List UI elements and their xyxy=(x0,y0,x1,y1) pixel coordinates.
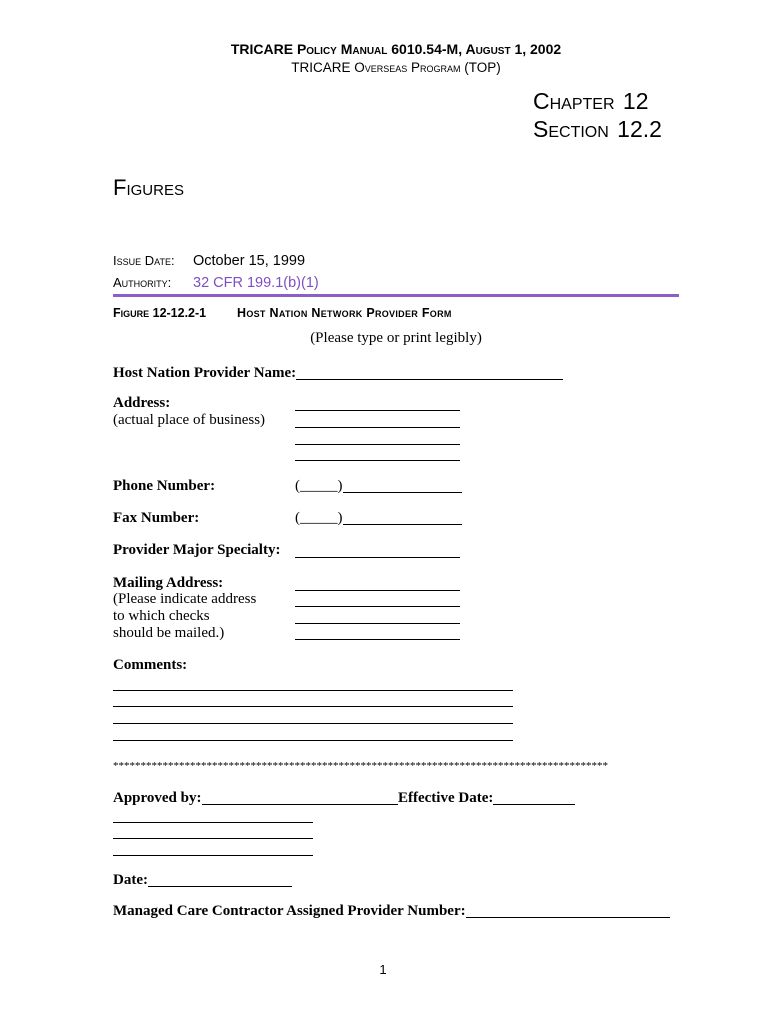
address-note: (actual place of business) xyxy=(113,412,266,428)
page-title: Figures xyxy=(113,175,184,200)
issue-date-row xyxy=(113,251,305,271)
fax-number-blank xyxy=(343,510,463,525)
mailing-blank-line xyxy=(295,639,460,640)
mailing-note-line: should be mailed.) xyxy=(113,625,225,641)
mailing-blank-line xyxy=(295,590,460,591)
phone-blank xyxy=(295,478,462,495)
program-header: TRICARE Overseas Program (TOP) xyxy=(291,60,501,75)
page-number: 1 xyxy=(379,962,387,977)
comments-blank-line xyxy=(113,723,513,724)
comments-blank-line xyxy=(113,690,513,691)
mailing-blank-line xyxy=(295,606,460,607)
approved-by-label: Approved by: xyxy=(113,790,202,806)
phone-number-blank xyxy=(343,478,463,493)
signature-blank-line xyxy=(113,838,313,839)
provider-name-label: Host Nation Provider Name: xyxy=(113,365,297,381)
figure-number: Figure 12-12.2-1 xyxy=(113,306,207,320)
fax-area-code-blank: (_____) xyxy=(295,510,343,526)
issue-date-label: Issue Date: xyxy=(113,253,175,268)
header-divider xyxy=(113,294,679,297)
address-blank-line xyxy=(295,427,460,428)
asterisk-separator: ****************************************************************************************** xyxy=(113,760,608,772)
authority-row xyxy=(113,273,319,293)
signature-blank-line xyxy=(113,855,313,856)
mailing-blank-line xyxy=(295,623,460,624)
authority-link[interactable]: 32 CFR 199.1(b)(1) xyxy=(193,275,319,291)
effective-date-label: Effective Date: xyxy=(398,790,494,806)
section-label: Section 12.2 xyxy=(533,116,662,142)
provider-name-row xyxy=(113,365,563,382)
issue-date-value: October 15, 1999 xyxy=(193,253,306,269)
effective-date-row xyxy=(398,790,575,807)
phone-label: Phone Number: xyxy=(113,478,216,494)
effective-date-blank xyxy=(493,790,575,805)
date-row xyxy=(113,872,292,889)
authority-label: Authority: xyxy=(113,275,172,290)
form-instruction: (Please type or print legibly) xyxy=(310,330,482,346)
manual-header: TRICARE Policy Manual 6010.54-M, August 1, 2002 xyxy=(230,41,562,57)
fax-blank xyxy=(295,510,462,527)
specialty-label: Provider Major Specialty: xyxy=(113,542,281,558)
chapter-label: Chapter 12 xyxy=(533,88,649,114)
comments-blank-line xyxy=(113,706,513,707)
mailing-note-line: to which checks xyxy=(113,608,210,624)
provider-number-row xyxy=(113,903,670,920)
address-blank-line xyxy=(295,410,460,411)
address-blank-line xyxy=(295,444,460,445)
address-blank-line xyxy=(295,460,460,461)
approved-by-blank xyxy=(202,790,399,805)
signature-blank-line xyxy=(113,822,313,823)
provider-name-blank xyxy=(296,365,563,380)
specialty-blank-line xyxy=(295,557,460,558)
comments-label: Comments: xyxy=(113,657,188,673)
comments-blank-line xyxy=(113,740,513,741)
provider-number-blank xyxy=(466,903,670,918)
fax-label: Fax Number: xyxy=(113,510,200,526)
mailing-note-line: (Please indicate address xyxy=(113,591,257,607)
date-blank xyxy=(148,872,292,887)
provider-number-label: Managed Care Contractor Assigned Provider Number: xyxy=(113,903,466,919)
phone-area-code-blank: (_____) xyxy=(295,478,343,494)
address-label: Address: xyxy=(113,395,171,411)
figure-title: Host Nation Network Provider Form xyxy=(237,306,452,320)
mailing-address-label: Mailing Address: xyxy=(113,575,224,591)
date-label: Date: xyxy=(113,872,148,888)
approved-by-row xyxy=(113,790,398,807)
